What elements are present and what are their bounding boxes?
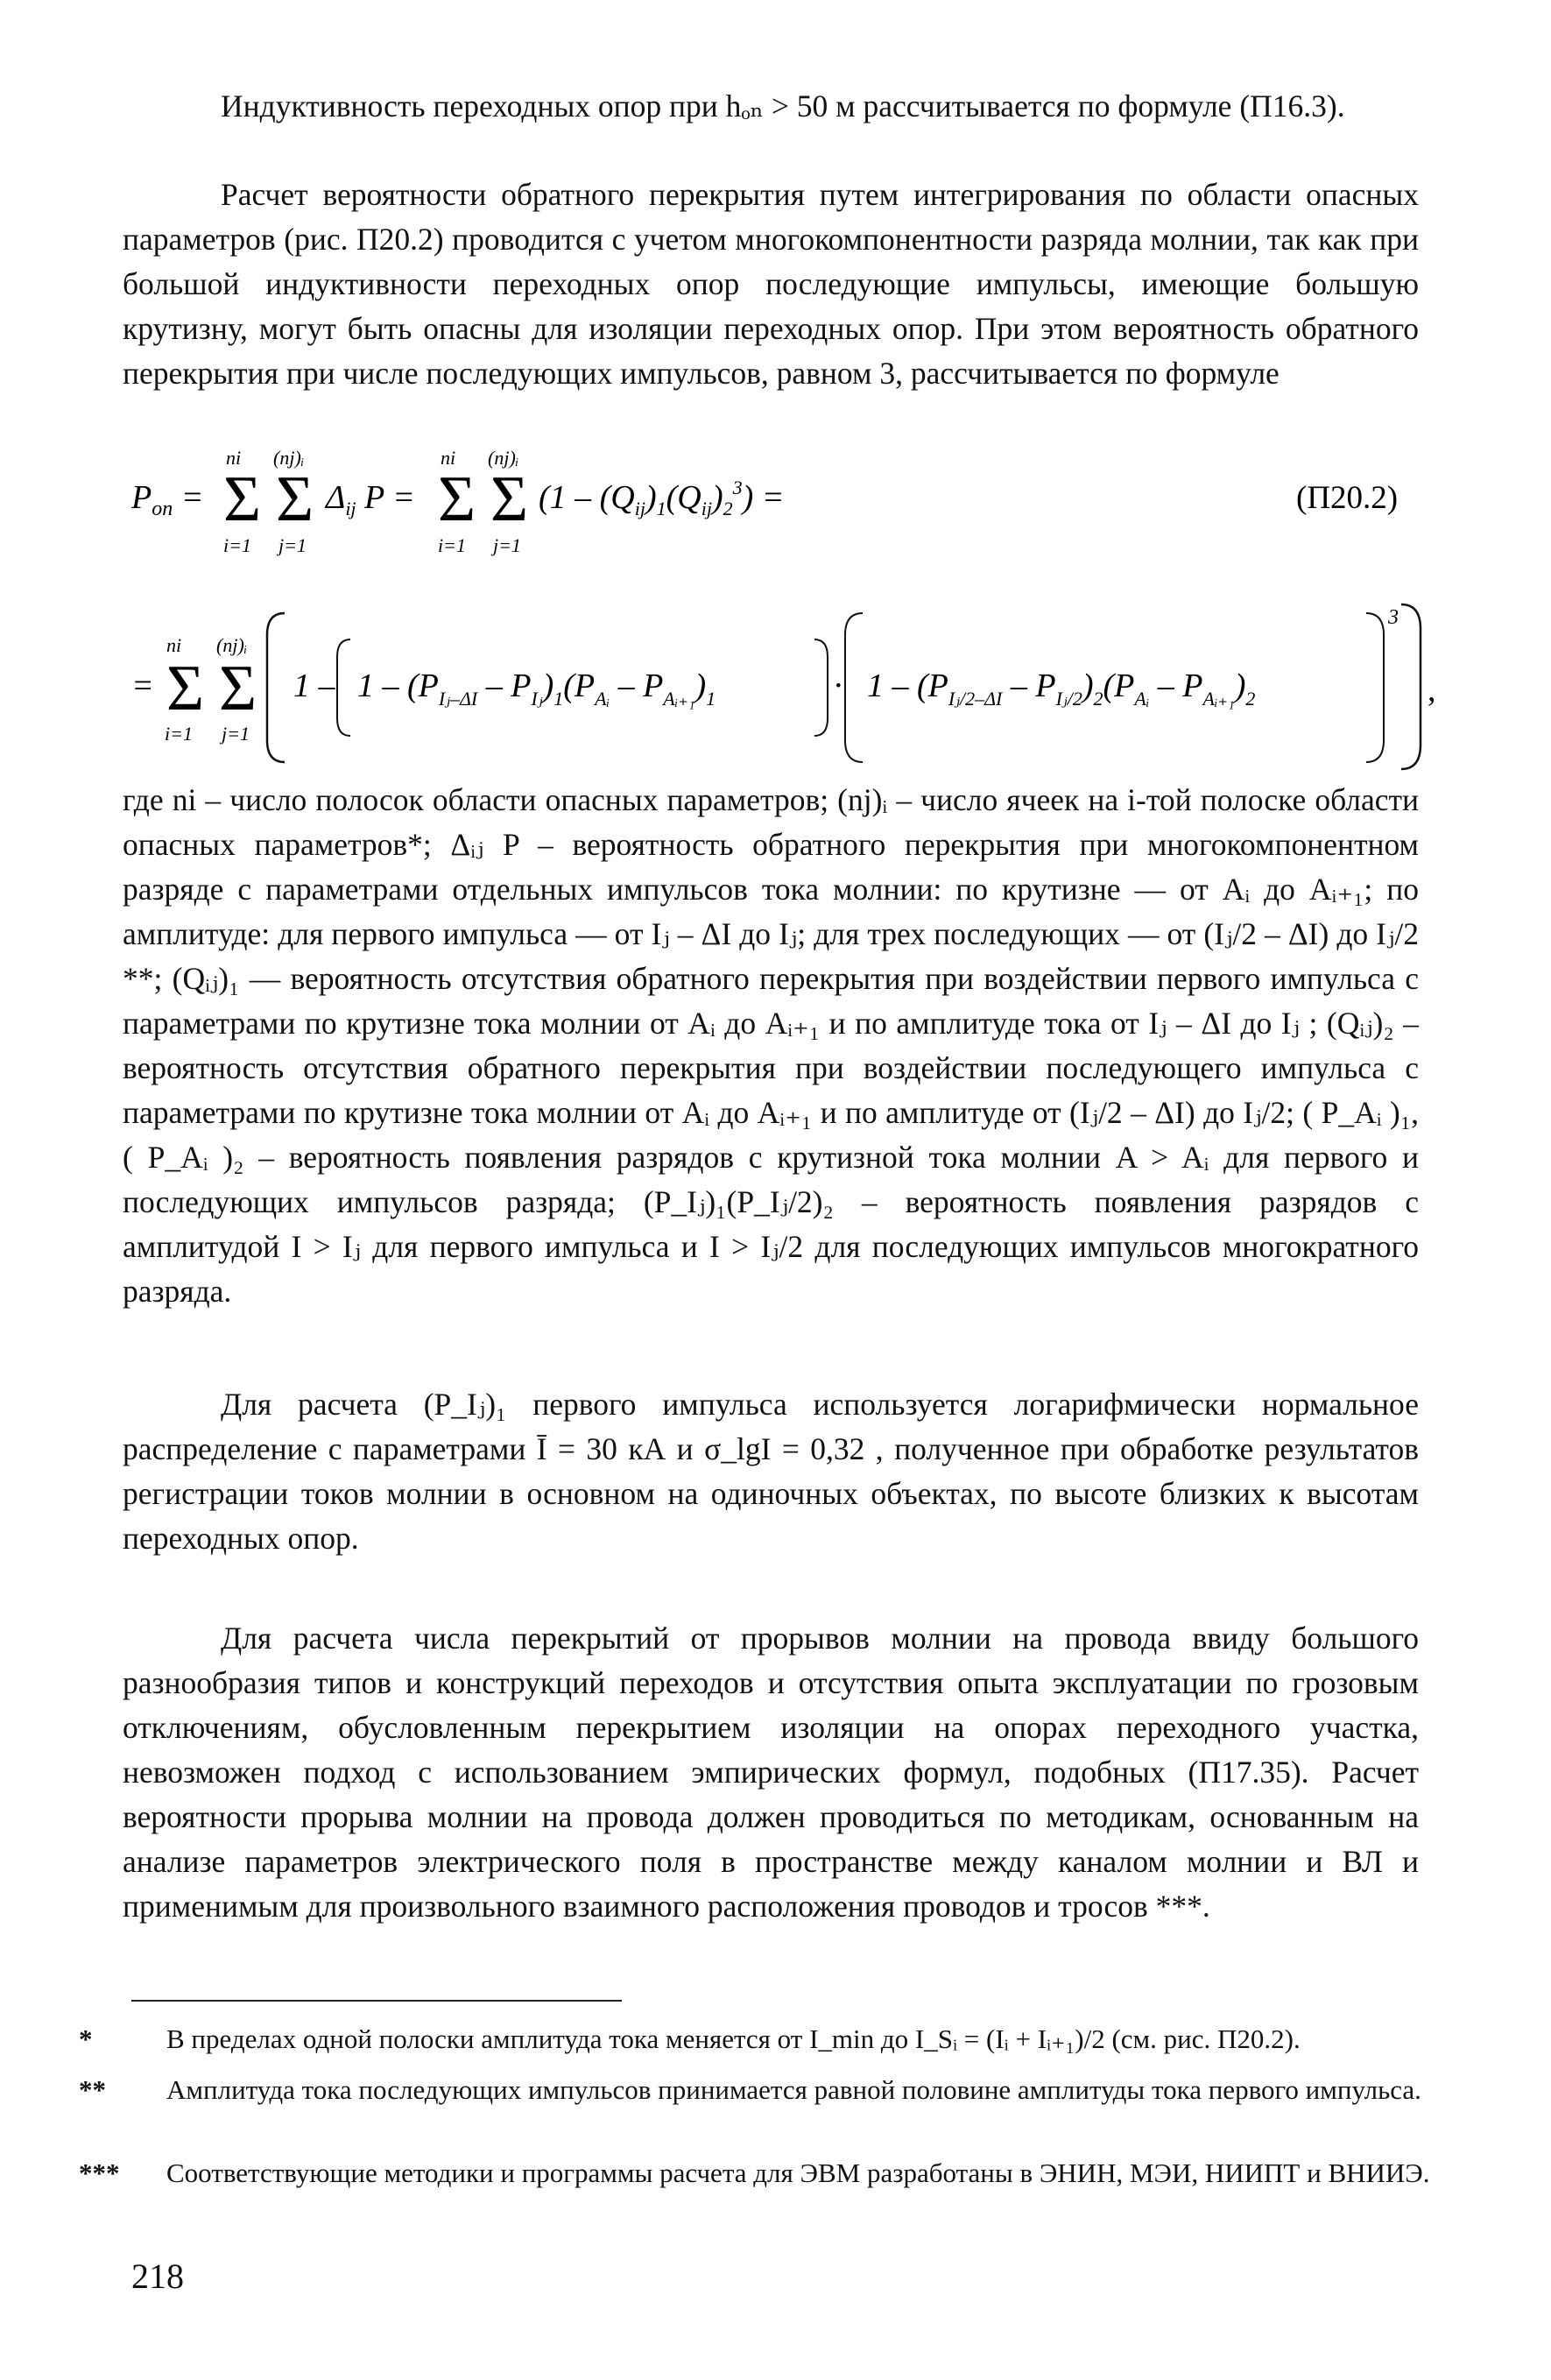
svg-text:(1 – (Qij)1(Qij)23) =: $(1 - (Q_{ij})_1(Q_{ij})_2^3)$ = [539,477,785,519]
sum-icon: Σ [438,463,476,535]
footnote-2: ** Амплитуда тока последующих импульсов принимается равной половине амплитуды тока первого импульса. [79,2074,1421,2105]
sum-icon: Σ [276,463,314,535]
footnote-3: *** Соответствующие методики и программы расчета для ЭВМ разработаны в ЭНИН, МЭИ, НИИПТ и ВНИИЭ. [79,2158,1430,2188]
svg-text:1 –: 1 – [293,667,335,704]
svg-text:3: 3 [1388,606,1399,629]
svg-text:1 – (PIⱼ–ΔI – PIⱼ)1(PAᵢ – PAᵢ₊: $1 - (P_{Iⱼ-\Delta I} - P_{Iⱼ})_1(P_{Aᵢ} - P_{Aᵢ_{+1}})_1$ [357,667,716,710]
sum-icon: Σ [219,653,257,724]
svg-text:ni: ni [226,447,242,469]
svg-text:ni: ni [441,447,456,469]
svg-text:=: = [131,667,154,704]
paragraph-probability-calculation: Расчет вероятности обратного перекрытия путем интегрирования по области опасных параметров (рис. П20.2) проводится с учетом многокомпонентности разряда молнии, так как при большой индуктивности переходных опор последующие импульсы, имеющие большую крутизну, могут быть опасны для изоляции переходных опор. При этом вероятность обратного перекрытия при числе последующих импульсов, равном 3, рассчитывается по формуле [123,177,1419,391]
svg-text:,: , [1428,672,1436,709]
equation-number: (П20.2) [1296,480,1399,516]
paragraph-inductance: Индуктивность переходных опор при hₒₙ > 50 м рассчитывается по формуле (П16.3). [221,88,1345,124]
svg-text:Δij P =: $\Delta_{ij}$ P = [326,479,415,519]
svg-text:i=1: i=1 [223,534,251,556]
svg-text:·: · [834,667,842,704]
paragraph-breakthrough: Для расчета числа перекрытий от прорывов молнии на провода ввиду большого разнообразия типов и конструкций переходов и отсутствия опыта эксплуатации по грозовым отключениям, обусловленным перекрытием изоляции на опорах переходного участка, невозможен подход с использованием эмпирических формул, подобных (П17.35). Расчет вероятности прорыва молнии на провода должен проводиться по методикам, основанным на анализе параметров электрического поля в пространстве между каналом молнии и ВЛ и применимым для произвольного взаимного расположения проводов и тросов ***. [123,1621,1419,1924]
paragraph-definitions: где ni – число полосок области опасных параметров; (nj)ᵢ – число ячеек на i-той полоске области опасных параметров*; Δᵢⱼ P – вероятность обратного перекрытия при многокомпонентном разряде с параметрами отдельных импульсов тока молнии: по крутизне — от Aᵢ до Aᵢ₊₁; по амплитуде: для первого импульса — от Iⱼ – ΔI до Iⱼ; для трех последующих — от (Iⱼ/2 – ΔI) до Iⱼ/2 **; (Qᵢⱼ)₁ — вероятность отсутствия обратного перекрытия при воздействии первого импульса с параметрами по крутизне тока молнии от Aᵢ до Aᵢ₊₁ и по амплитуде тока от Iⱼ – ΔI до Iⱼ ; (Qᵢⱼ)₂ – вероятность отсутствия обратного перекрытия при воздействии последующего импульса с параметрами по крутизне тока молнии от Aᵢ до Aᵢ₊₁ и по амплитуде от (Iⱼ/2 – ΔI) до Iⱼ/2; ( P_Aᵢ )₁, ( P_Aᵢ )₂ – вероятность появления разрядов с крутизной тока молнии A > Aᵢ для первого и последующих импульсов разряда; (P_Iⱼ)₁(P_Iⱼ/2)₂ – вероятность появления разрядов с амплитудой I > Iⱼ для первого импульса и I > Iⱼ/2 для последующих импульсов многократного разряда. [123,782,1419,1309]
svg-text:(nj)ᵢ: (nj)ᵢ [273,447,305,469]
svg-text:j=1: j=1 [278,534,307,556]
page-number: 218 [131,2256,184,2296]
sum-icon: Σ [490,463,529,535]
svg-text:i=1: i=1 [165,723,193,745]
svg-text:1 – (PIⱼ/2–ΔI – PIⱼ/2)2(PAᵢ –: $1 - (P_{Iⱼ/2-\Delta I} - P_{Iⱼ/2})_2(P_{Aᵢ} - P_{Aᵢ_{+1}})_2$ [867,667,1256,710]
eq-line1-text: $P_{оп}$ = [131,479,204,520]
svg-text:i=1: i=1 [438,534,466,556]
footnote-divider [131,2000,622,2002]
svg-text:j=1: j=1 [493,534,521,556]
svg-text:ni: ni [166,634,182,656]
sum-icon: Σ [223,463,262,535]
footnote-1: * В пределах одной полоски амплитуда тока меняется от I_min до I_Sᵢ = (Iᵢ + Iᵢ₊₁)/2 (см. рис. П20.2). [79,2023,1301,2054]
sum-icon: Σ [166,653,205,724]
svg-text:(nj)ᵢ: (nj)ᵢ [488,447,519,469]
svg-text:(nj)ᵢ: (nj)ᵢ [216,634,248,656]
svg-text:j=1: j=1 [222,723,250,745]
paragraph-lognormal: Для расчета (P_Iⱼ)₁ первого импульса используется логарифмически нормальное распределение с параметрами Ī = 30 кА и σ_lgI = 0,32 , полученное при обработке результатов регистрации токов молнии в основном на одиночных объектах, по высоте близких к высотам переходных опор. [123,1387,1419,1556]
equation-graphic [0,438,1551,771]
